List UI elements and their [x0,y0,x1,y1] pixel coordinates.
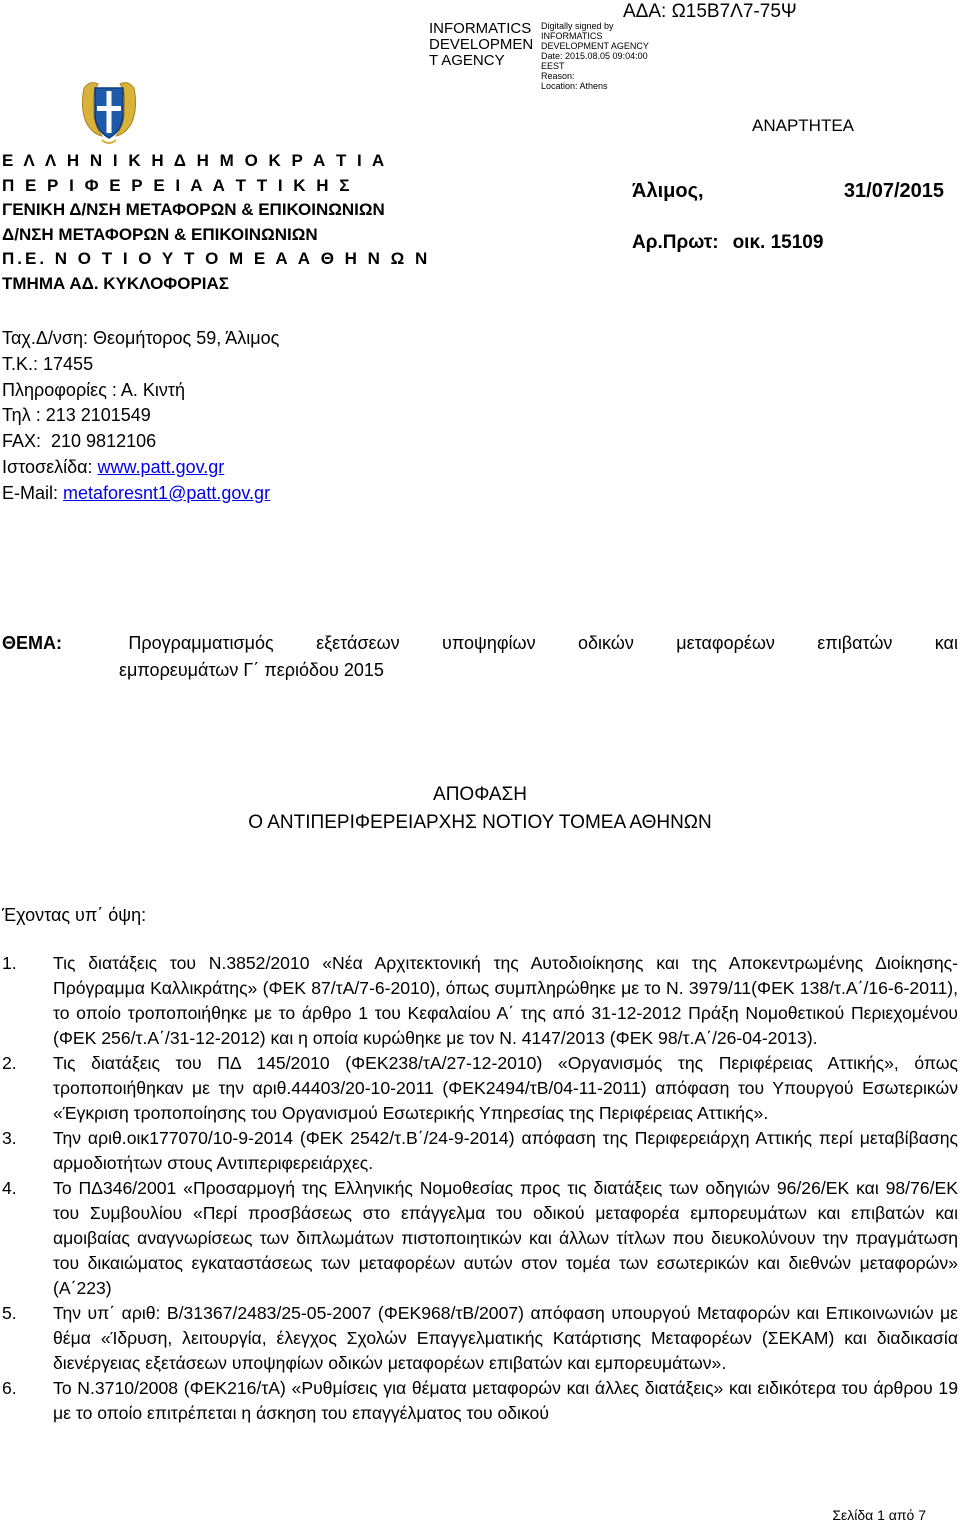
decision-heading [0,781,960,837]
subject-word: επιβατών [817,633,893,653]
contact-phone: Τηλ : 213 2101549 [2,405,151,426]
item-number: 5. [2,1303,17,1323]
email-label: E-Mail: [2,482,64,503]
item-number: 3. [2,1128,17,1148]
subject-word: Προγραμματισμός [128,633,274,653]
signature-detail-line: Date: 2015.08.05 09:04:00 [541,51,648,61]
item-text: Την υπ΄ αριθ: Β/31367/2483/25-05-2007 (ΦΕΚ968/τΒ/2007) απόφαση υπουργού Μεταφορών και Επικοινωνιών με θέμα «Ίδρυση, λειτουργία, έλεγχος Σχολών Επαγγελματικής Κατάρτισης Μεταφορέων (ΣΕΚΑΜ) και διαδικασία διενέργειας εξετάσεων υποψηφίων οδικών μεταφορέων επιβατών και εμπορευμάτων». [53,1303,958,1373]
subject-label: ΘΕΜΑ: [2,633,62,653]
subject-word: και [934,633,958,653]
signature-detail-line: Digitally signed by [541,21,614,31]
header-line: ΤΜΗΜΑ ΑΔ. ΚΥΚΛΟΦΟΡΙΑΣ [2,273,230,293]
subject-word: οδικών [577,633,634,653]
list-item [2,1126,958,1176]
signature-signer-name: INFORMATICS DEVELOPMEN T AGENCY [429,20,534,69]
item-text: Την αριθ.οικ177070/10-9-2014 (ΦΕΚ 2542/τ.Β΄/24-9-2014) απόφαση της Περιφερειάρχη Αττικής περί μεταβίβασης αρμοδιοτήτων στους Αντιπεριφερειάρχες. [53,1128,958,1173]
subject-line-1 [2,630,958,657]
contact-postal: Τ.Κ.: 17455 [2,353,94,374]
header-line: ΓΕΝΙΚΗ Δ/ΝΣΗ ΜΕΤΑΦΟΡΩΝ & ΕΠΙΚΟΙΝΩΝΙΩΝ [2,200,385,219]
signature-details [541,21,661,91]
item-text: Το ΠΔ346/2001 «Προσαρμογή της Ελληνικής Νομοθεσίας προς τις διατάξεις των οδηγιών 96/26/ΕΚ και 98/76/ΕΚ του Συμβουλίου «Περί προσβάσεως στο επάγγελμα του οδικού μεταφορέα εμπορευμάτων και επιβατών και αμοιβαίας αναγνωρίσεως των διπλωμάτων πιστοποιητικών και άλλων τίτλων που διευκολύνουν την πραγμάτωση του δικαιώματος εγκαταστάσεως των μεταφορέων αυτών στον τομέα των εσωτερικών και διεθνών μεταφορών» (Α΄223) [53,1178,958,1298]
greek-emblem-icon [78,78,140,148]
header-line: Π.Ε. Ν Ο Τ Ι Ο Υ Τ Ο Μ Ε Α Α Θ Η Ν Ω Ν [2,249,431,268]
signature-detail-line: EEST [541,61,565,71]
item-text: Τις διατάξεις του Ν.3852/2010 «Νέα Αρχιτεκτονική της Αυτοδιοίκησης και της Αποκεντρωμένης Διοίκησης-Πρόγραμμα Καλλικράτης» (ΦΕΚ 87/τΑ/7-6-2010), όπως συμπληρώθηκε με το Ν. 3979/11(ΦΕΚ 138/τ.Α΄/16-6-2011), το οποίο τροποποιήθηκε με το άρθρο 1 του Κεφαλαίου Α΄ της από 31-12-2012 Πράξη Νομοθετικού Περιεχομένου (ΦΕΚ 256/τ.Α΄/31-12-2012) και η οποία κυρώθηκε με τον Ν. 4147/2013 (ΦΕΚ 98/τ.Α΄/26-04-2013). [53,953,958,1048]
subject-block [2,630,958,684]
contact-address: Ταχ.Δ/νση: Θεομήτορος 59, Άλιμος [2,328,280,348]
contact-info: Πληροφορίες : Α. Κιντή [2,379,186,400]
list-item [2,1376,958,1426]
page-number: Σελίδα 1 από 7 [832,1507,926,1523]
subject-word: μεταφορέων [676,633,775,653]
subject-word: εξετάσεων [316,633,400,653]
contact-fax: FAX: 210 9812106 [2,431,157,452]
email-link[interactable]: metaforesnt1@patt.gov.gr [63,482,271,503]
website-link[interactable]: www.patt.gov.gr [97,456,225,477]
item-number: 6. [2,1378,17,1398]
considerations-list [2,951,958,1426]
item-text: Τις διατάξεις του ΠΔ 145/2010 (ΦΕΚ238/τΑ/27-12-2010) «Οργανισμός της Περιφέρειας Αττικής», όπως τροποποιήθηκαν με την αριθ.44403/20-10-2011 (ΦΕΚ2494/τΒ/04-11-2011) απόφαση του Υπουργού Εσωτερικών «Έγκριση τροποποίησης του Οργανισμού Εσωτερικής Υπηρεσίας της Περιφέρειας Αττικής». [53,1053,958,1123]
decision-title: ΑΠΟΦΑΣΗ [433,784,527,805]
item-number: 2. [2,1053,17,1073]
item-number: 1. [2,953,17,973]
header-line: Δ/ΝΣΗ ΜΕΤΑΦΟΡΩΝ & ΕΠΙΚΟΙΝΩΝΙΩΝ [2,224,318,244]
authority-header [2,149,430,296]
signature-detail-line: Reason: [541,71,575,81]
signature-detail-line: Location: Athens [541,81,608,91]
list-item [2,1051,958,1126]
protocol-label: Αρ.Πρωτ: [632,232,719,253]
publication-status: ΑΝΑΡΤΗΤΕΑ [752,116,855,135]
header-line: Π Ε Ρ Ι Φ Ε Ρ Ε Ι Α Α Τ Τ Ι Κ Η Σ [2,175,353,195]
document-date: 31/07/2015 [843,180,944,202]
website-label: Ιστοσελίδα: [2,456,98,477]
decision-subtitle: Ο ΑΝΤΙΠΕΡΙΦΕΡΕΙΑΡΧΗΣ ΝΟΤΙΟΥ ΤΟΜΕΑ ΑΘΗΝΩΝ [248,812,712,833]
protocol-number: οικ. 15109 [732,232,824,253]
list-item [2,1301,958,1376]
contact-email-row [2,481,279,507]
ada-code: ΑΔΑ: Ω15Β7Λ7-75Ψ [623,1,797,22]
signature-detail-line: DEVELOPMENT AGENCY [541,41,649,51]
contact-website-row [2,455,279,481]
having-regard: Έχοντας υπ΄ όψη: [2,905,147,925]
list-item [2,951,958,1051]
item-number: 4. [2,1178,17,1198]
subject-line-2: εμπορευμάτων Γ΄ περιόδου 2015 [119,660,384,680]
protocol-row [632,232,823,254]
subject-word: υποψηφίων [442,633,536,653]
list-item [2,1176,958,1301]
contact-block [2,326,279,507]
date-place: Άλιμος, [632,180,704,202]
signature-detail-line: INFORMATICS [541,31,603,41]
header-line: Ε Λ Λ Η Ν Ι Κ Η Δ Η Μ Ο Κ Ρ Α Τ Ι Α [2,151,388,170]
item-text: Το Ν.3710/2008 (ΦΕΚ216/τΑ) «Ρυθμίσεις για θέματα μεταφορών και άλλες διατάξεις» και ειδικότερα του άρθρου 19 με το οποίο επιτρέπεται η άσκηση του επαγγέλματος του οδικού [53,1378,958,1423]
date-row [632,180,944,203]
